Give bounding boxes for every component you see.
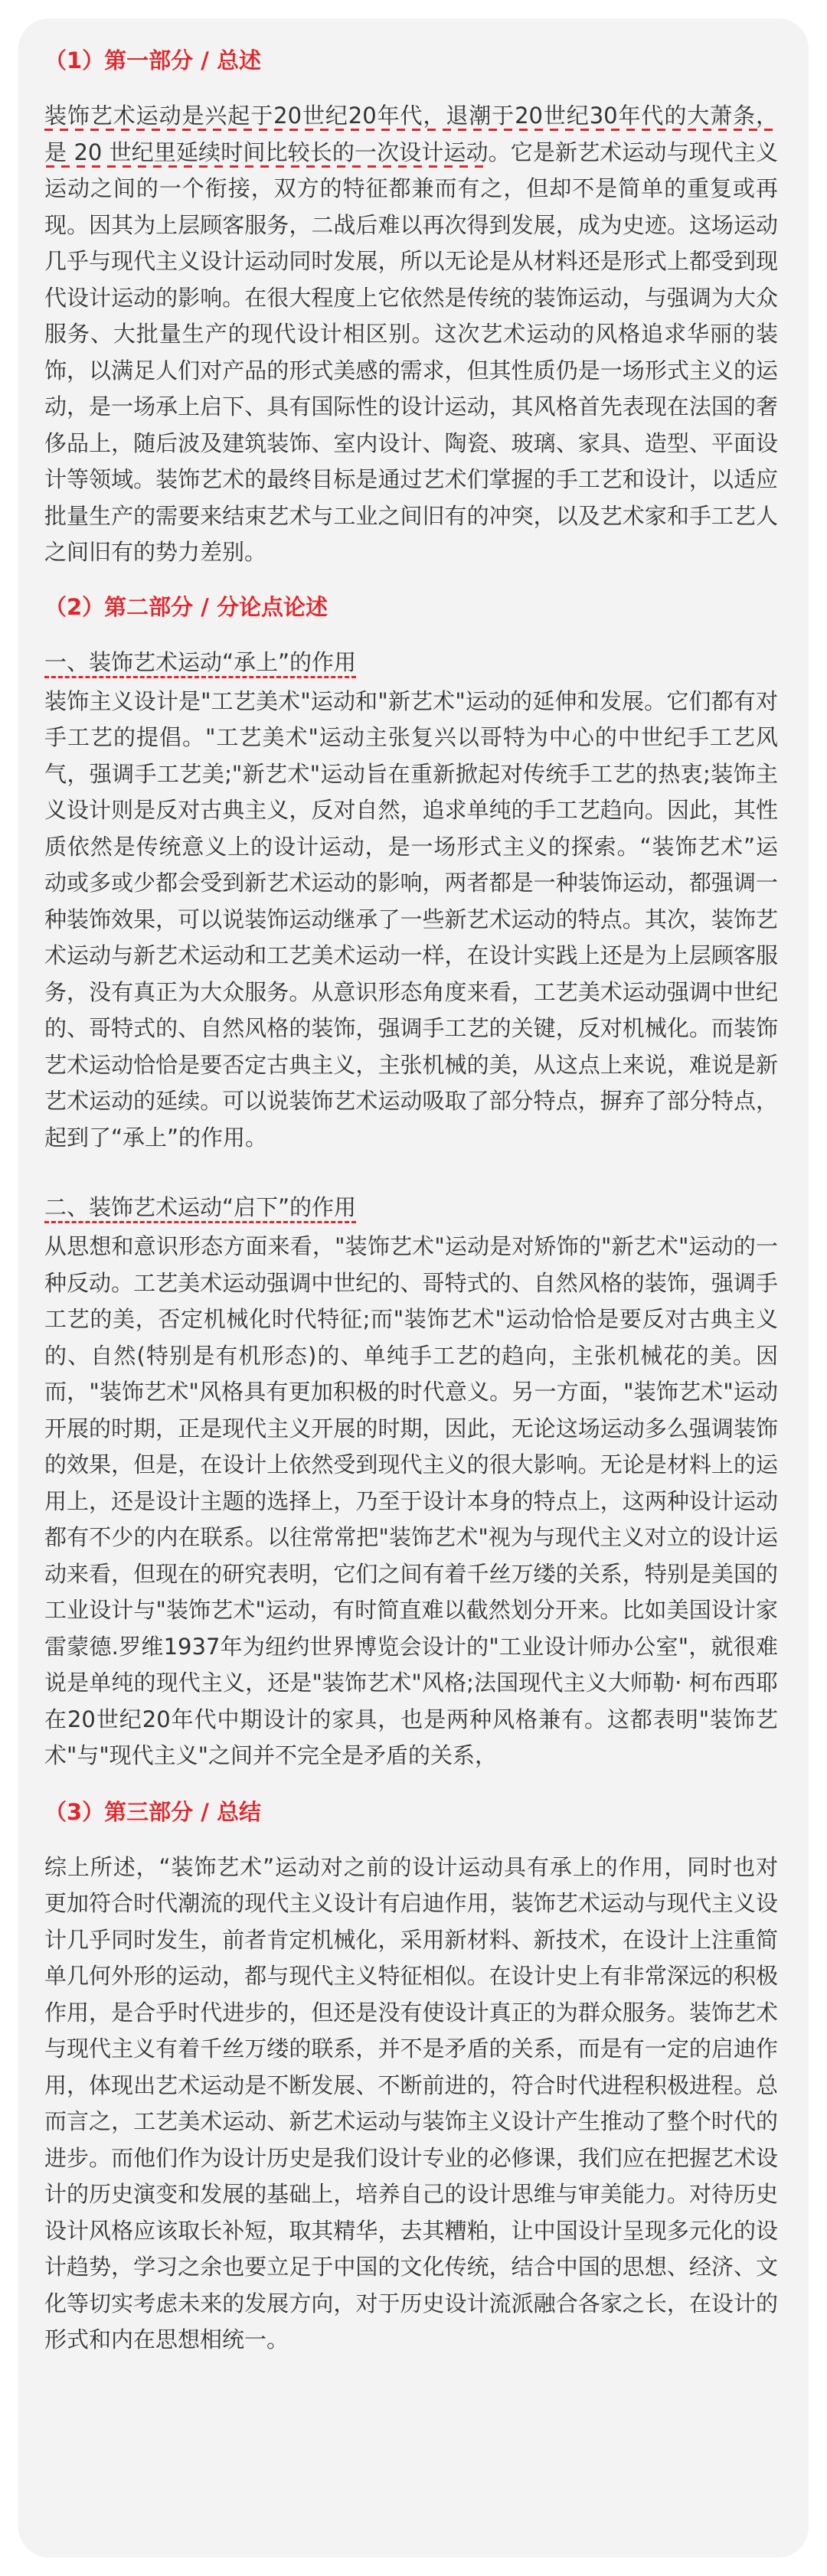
summary-paragraph: 综上所述，“装饰艺术”运动对之前的设计运动具有承上的作用，同时也对更加符合时代潮流的现代主义设计有启迪作用，装饰艺术运动与现代主义设计几乎同时发生，前者肯定机械化，采用新材料、新技术，在设计上注重简单几何外形的运动，都与现代主义特征相似。在设计史上有非常深远的积极作用，是合乎时代进步的，但还是没有使设计真正的为群众服务。装饰艺术与现代主义有着千丝万缕的联系，并不是矛盾的关系，而是有一定的启迪作用，体现出艺术运动是不断发展、不断前进的，符合时代进程积极进程。总而言之，工艺美术运动、新艺术运动与装饰主义设计产生推动了整个时代的进步。而他们作为设计历史是我们设计专业的必修课，我们应在把握艺术设计的历史演变和发展的基础上，培养自己的设计思维与审美能力。对待历史设计风格应该取长补短，取其精华，去其糟粕，让中国设计呈现多元化的设计趋势，学习之余也要立足于中国的文化传统，结合中国的思想、经济、文化等切实考虑未来的发展方向，对于历史设计流派融合各家之长，在设计的形式和内在思想相统一。 [44,1853,778,2352]
subheading-inspire [44,1190,778,1226]
section-title-summary: （3）第三部分 / 总结 [44,1798,261,1825]
inspire-paragraph: 从思想和意识形态方面来看，"装饰艺术"运动是对矫饰的"新艺术"运动的一种反动。工艺美术运动强调中世纪的、哥特式的、自然风格的装饰，强调手工艺的美，否定机械化时代特征;而"装饰艺术"运动恰恰是要反对古典主义的、自然(特别是有机形态)的、单纯手工艺的趋向，主张机械花的美。因而，"装饰艺术"风格具有更加积极的时代意义。另一方面，"装饰艺术"运动开展的时期，正是现代主义开展的时期，因此，无论这场运动多么强调装饰的效果，但是，在设计上依然受到现代主义的很大影响。无论是材料上的运用上，还是设计主题的选择上，乃至于设计本身的特点上，这两种设计运动都有不少的内在联系。以往常常把"装饰艺术"视为与现代主义对立的设计运动来看，但现在的研究表明，它们之间有着千丝万缕的关系，特别是美国的工业设计与"装饰艺术"运动，有时简直难以截然划分开来。比如美国设计家雷蒙德.罗维1937年为纽约世界博览会设计的"工业设计师办公室"，就很难说是单纯的现代主义，还是"装饰艺术"风格;法国现代主义大师勒· 柯布西耶在20世纪20年代中期设计的家具，也是两种风格兼有。这都表明"装饰艺术"与"现代主义"之间并不完全是矛盾的关系， [44,1233,778,1768]
subheading-inherit-label: 一、装饰艺术运动“承上”的作用 [44,649,356,678]
inherit-paragraph: 装饰主义设计是"工艺美术"运动和"新艺术"运动的延伸和发展。它们都有对手工艺的提倡。"工艺美术"运动主张复兴以哥特为中心的中世纪手工艺风气，强调手工艺美;"新艺术"运动旨在重新掀起对传统手工艺的热衷;装饰主义设计则是反对古典主义，反对自然，追求单纯的手工艺趋向。因此，其性质依然是传统意义上的设计运动，是一场形式主义的探索。“装饰艺术”运动或多或少都会受到新艺术运动的影响，两者都是一种装饰运动，都强调一种装饰效果，可以说装饰运动继承了一些新艺术运动的特点。其次，装饰艺术运动与新艺术运动和工艺美术运动一样，在设计实践上还是为上层顾客服务，没有真正为大众服务。从意识形态角度来看，工艺美术运动强调中世纪的、哥特式的、自然风格的装饰，强调手工艺的关键，反对机械化。而装饰艺术运动恰恰是要否定古典主义，主张机械的美，从这点上来说，难说是新艺术运动的延续。可以说装饰艺术运动吸取了部分特点，摒弃了部分特点，起到了“承上”的作用。 [44,687,778,1151]
subheading-inherit [44,645,778,681]
subheading-inspire-label: 二、装饰艺术运动“启下”的作用 [44,1194,356,1223]
section-title-arguments: （2）第二部分 / 分论点论述 [44,593,328,620]
article-card [18,18,809,2558]
section-title-overview: （1）第一部分 / 总述 [44,47,261,73]
overview-text: 。它是新艺术运动与现代主义运动之间的一个衔接，双方的特征都兼而有之，但却不是简单的重复或再现。因其为上层顾客服务，二战后难以再次得到发展，成为史迹。这场运动几乎与现代主义设计运动同时发展，所以无论是从材料还是形式上都受到现代设计运动的影响。在很大程度上它依然是传统的装饰运动，与强调为大众服务、大批量生产的现代设计相区别。这次艺术运动的风格追求华丽的装饰，以满足人们对产品的形式美感的需求，但其性质仍是一场形式主义的运动，是一场承上启下、具有国际性的设计运动，其风格首先表现在法国的奢侈品上，随后波及建筑装饰、室内设计、陶瓷、玻璃、家具、造型、平面设计等领域。装饰艺术的最终目标是通过艺术们掌握的手工艺和设计，以适应批量生产的需要来结束艺术与工业之间旧有的冲突，以及艺术家和手工艺人之间旧有的势力差别。 [44,139,778,565]
highlighted-sentence: 装饰艺术运动是兴起于20世纪20年代，退潮于20世纪30年代的大萧条，是 20 世纪里延续时间比较长的一次设计运动 [44,103,778,168]
overview-paragraph [44,98,778,571]
